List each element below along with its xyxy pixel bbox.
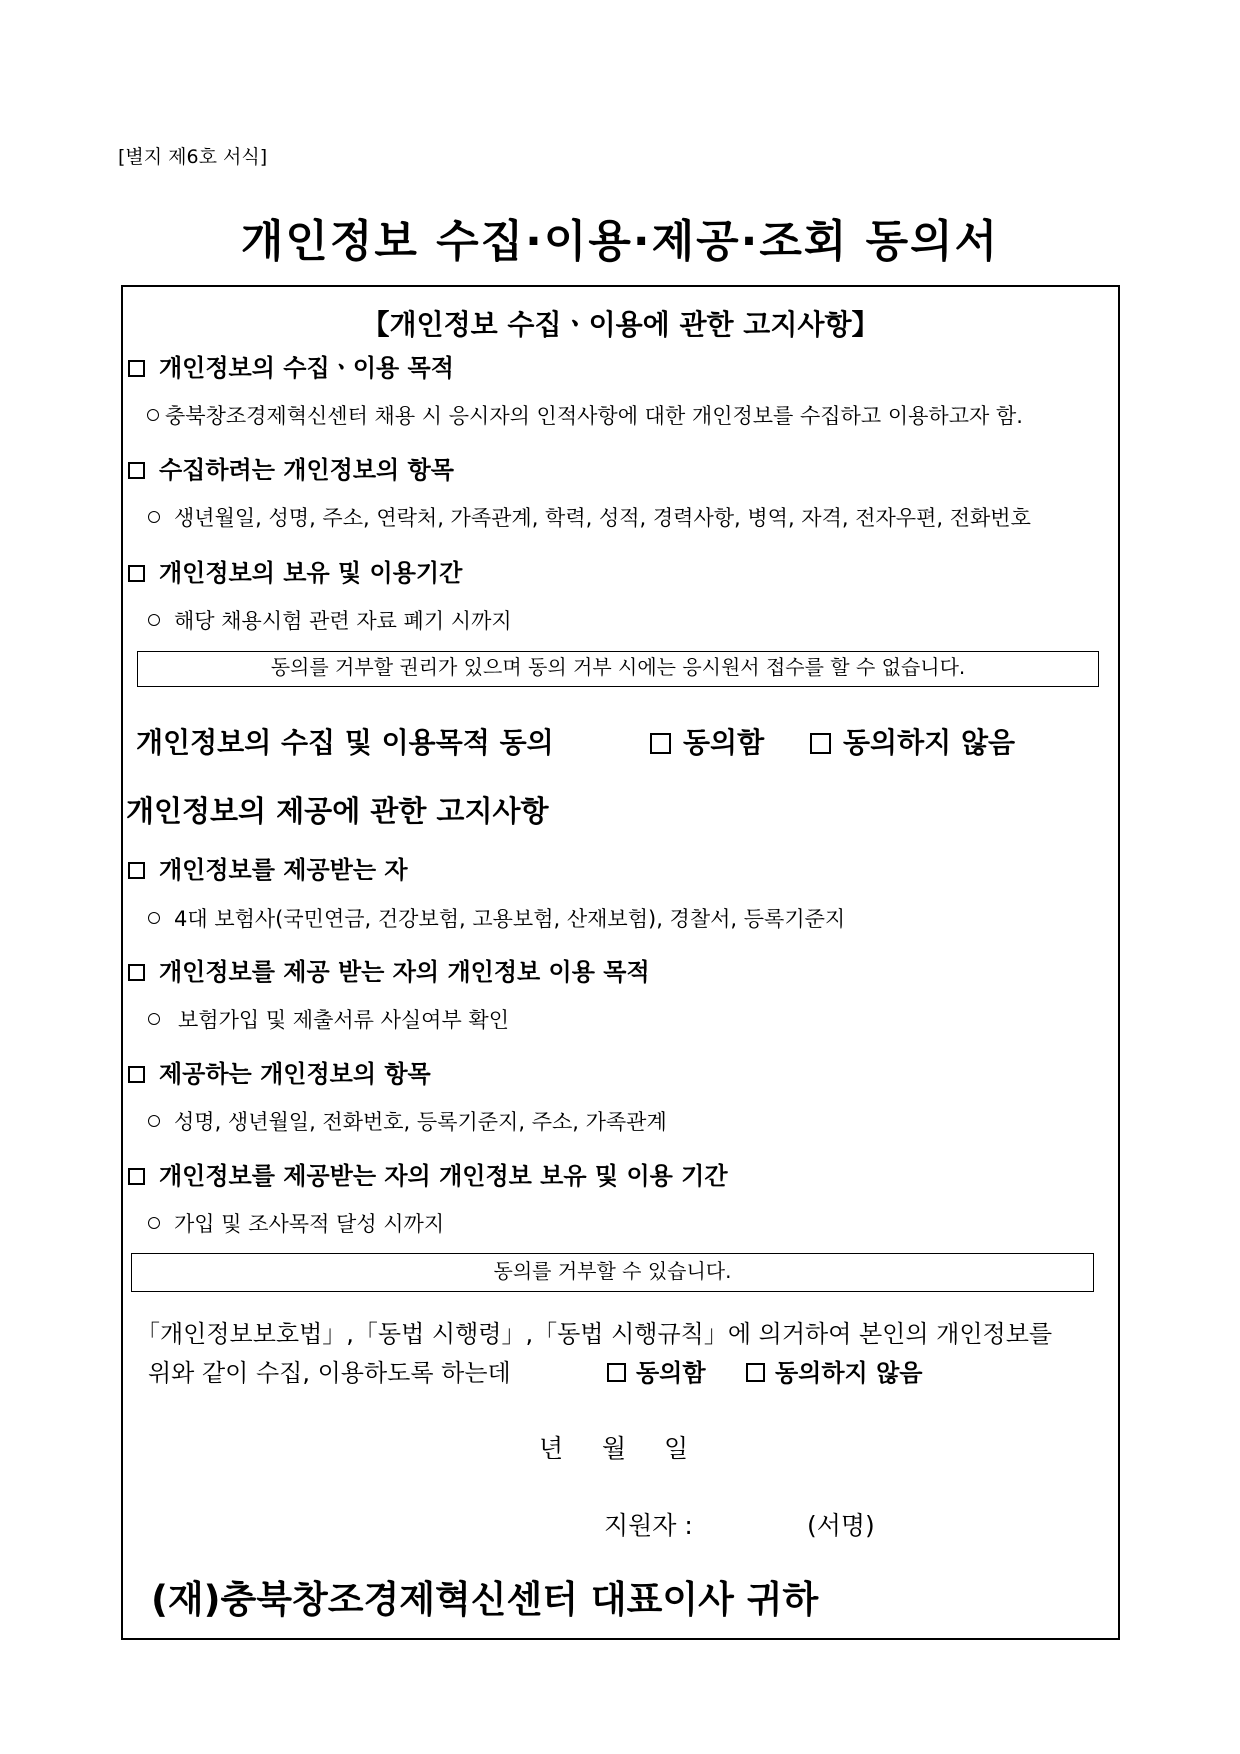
checkbox-icon [128,360,145,377]
collected-items-section [128,450,454,485]
date-day: 일 [664,1434,689,1463]
section-title: 개인정보의 수집ㆍ이용 목적 [159,354,454,382]
collection-consent-label: 개인정보의 수집 및 이용목적 동의 [136,726,554,759]
signature-label: (서명) [807,1511,875,1540]
item-text: 성명, 생년월일, 전화번호, 등록기준지, 주소, 가족관계 [174,1110,667,1134]
applicant-label: 지원자 : [604,1511,693,1540]
collection-disagree-option[interactable] [810,721,1015,761]
form-number-label: [별지 제6호 서식] [118,146,268,168]
collection-agree-option[interactable] [650,721,764,761]
refusal-notice-box: 동의를 거부할 수 있습니다. [131,1253,1094,1292]
item-text: 생년월일, 성명, 주소, 연락처, 가족관계, 학력, 성적, 경력사항, 병역, 자격, 전자우편, 전화번호 [174,506,1031,530]
circle-bullet-icon [148,511,160,523]
circle-bullet-icon [147,409,159,421]
item-text: 가입 및 조사목적 달성 시까지 [174,1212,445,1236]
checkbox-icon [128,862,145,879]
agree-checkbox[interactable] [607,1363,626,1382]
refusal-right-notice-box: 동의를 거부할 권리가 있으며 동의 거부 시에는 응시원서 접수를 할 수 없습니다. [137,651,1099,687]
checkbox-icon [128,964,145,981]
item-text: 보험가입 및 제출서류 사실여부 확인 [178,1008,509,1032]
law-disagree-option[interactable] [746,1353,922,1388]
law-agree-option[interactable] [607,1353,706,1388]
recipient-item [148,903,845,933]
section-title: 개인정보를 제공받는 자 [159,856,408,884]
provided-items-section [128,1054,431,1089]
collection-purpose-section [128,348,454,383]
provision-notice-heading: 개인정보의 제공에 관한 고지사항 [126,794,549,828]
checkbox-icon [128,462,145,479]
provided-items-item [148,1106,667,1136]
collection-purpose-item [147,400,1023,430]
disagree-checkbox[interactable] [746,1363,765,1382]
circle-bullet-icon [148,1217,160,1229]
agree-label: 동의함 [683,726,765,759]
checkbox-icon [128,565,145,582]
disagree-label: 동의하지 않음 [843,726,1016,759]
collected-items-item [148,502,1031,532]
section-title: 제공하는 개인정보의 항목 [159,1060,431,1088]
recipient-retention-section [128,1156,728,1191]
agree-label: 동의함 [636,1359,706,1387]
agree-checkbox[interactable] [650,733,671,754]
disagree-checkbox[interactable] [810,733,831,754]
recipient-retention-item [148,1208,444,1238]
circle-bullet-icon [148,912,160,924]
addressee: (재)충북창조경제혁신센터 대표이사 귀하 [151,1578,819,1621]
document-title: 개인정보 수집·이용·제공·조회 동의서 [240,216,1000,267]
section-title: 수집하려는 개인정보의 항목 [159,456,454,484]
checkbox-icon [128,1168,145,1185]
recipient-purpose-section [128,952,650,987]
item-text: 충북창조경제혁신센터 채용 시 응시자의 인적사항에 대한 개인정보를 수집하고 이용하고자 함. [165,404,1023,428]
item-text: 4대 보험사(국민연금, 건강보험, 고용보험, 산재보험), 경찰서, 등록기준지 [174,907,846,931]
date-year: 년 [539,1434,564,1463]
date-month: 월 [602,1434,627,1463]
section-title: 개인정보의 보유 및 이용기간 [159,559,463,587]
retention-period-section [128,553,462,588]
section-title: 개인정보를 제공받는 자의 개인정보 보유 및 이용 기간 [159,1162,728,1190]
recipient-purpose-item [148,1004,509,1034]
collection-notice-heading: 【개인정보 수집ㆍ이용에 관한 고지사항】 [361,308,880,341]
circle-bullet-icon [148,1115,160,1127]
law-consent-line-1: 「개인정보보호법」,「동법 시행령」,「동법 시행규칙」에 의거하여 본인의 개인정보를 [136,1320,1053,1348]
checkbox-icon [128,1066,145,1083]
item-text: 해당 채용시험 관련 자료 폐기 시까지 [174,609,512,633]
consent-form-frame [121,285,1120,1640]
retention-period-item [148,605,512,635]
circle-bullet-icon [148,614,160,626]
section-title: 개인정보를 제공 받는 자의 개인정보 이용 목적 [159,958,650,986]
law-consent-line-2: 위와 같이 수집, 이용하도록 하는데 [148,1359,511,1387]
disagree-label: 동의하지 않음 [775,1359,923,1387]
recipient-section [128,850,408,885]
circle-bullet-icon [148,1013,160,1025]
